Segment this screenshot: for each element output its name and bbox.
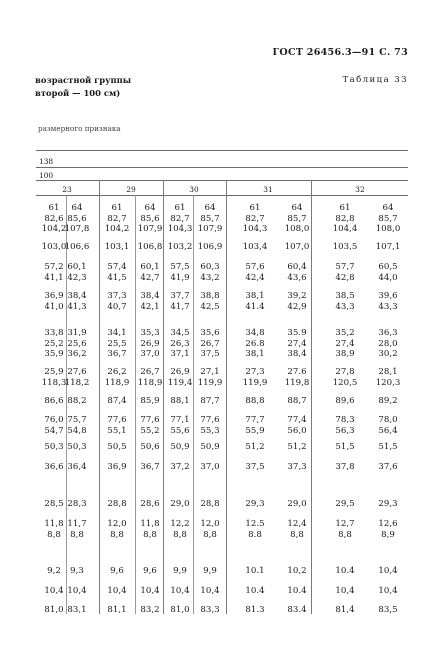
table-cell: 37,3 <box>287 462 307 472</box>
table-cell: 27,1 119,9 <box>197 367 223 388</box>
table-cell: 88,8 <box>245 396 265 406</box>
table-cell: 103,1 <box>104 242 130 252</box>
table-cell: 10,4 <box>200 586 220 596</box>
table-cell: 10.1 <box>245 566 265 576</box>
size-label-top: 138 <box>39 157 54 166</box>
table-cell: 12,0 8,8 <box>107 519 127 540</box>
table-cell: 61 82,7 104,2 <box>104 203 130 235</box>
table-cell: 29,3 <box>245 499 265 509</box>
table-cell: 50,6 <box>140 442 160 452</box>
group-header-31: 31 <box>263 185 273 194</box>
table-cell: 36,9 <box>107 462 127 472</box>
table-cell: 38,8 42,5 <box>200 291 220 312</box>
table-cell: 34,5 26,3 37,1 <box>170 328 190 360</box>
table-cell: 29,0 <box>287 499 307 509</box>
table-cell: 12,2 8,8 <box>170 519 190 540</box>
table-cell: 50,3 <box>67 442 87 452</box>
table-cell: 81,0 <box>44 605 64 615</box>
table-cell: 39,6 43,3 <box>378 291 398 312</box>
table-cell: 64 85,7 108,0 <box>375 203 401 235</box>
table-cell: 10,4 <box>378 586 398 596</box>
table-cell: 36,3 28,0 30,2 <box>378 328 398 360</box>
table-cell: 28,1 120,3 <box>375 367 401 388</box>
table-cell: 60,4 43,6 <box>287 262 307 283</box>
table-cell: 77,7 55,9 <box>245 415 265 436</box>
group-header-30: 30 <box>189 185 199 194</box>
table-cell: 35,6 26,7 37,5 <box>200 328 220 360</box>
table-cell: 87,7 <box>200 396 220 406</box>
table-cell: 106,8 <box>137 242 163 252</box>
table-cell: 28,3 <box>67 499 87 509</box>
table-cell: 83,3 <box>200 605 220 615</box>
table-cell: 61 82,8 104,4 <box>332 203 358 235</box>
table-label: Таблица 33 <box>342 75 408 85</box>
table-cell: 25,9 118,3 <box>41 367 67 388</box>
table-cell: 88,2 <box>67 396 87 406</box>
table-cell: 78,3 56,3 <box>335 415 355 436</box>
subtitle <box>35 74 131 100</box>
table-cell: 37,5 <box>245 462 265 472</box>
table-cell: 89,2 <box>378 396 398 406</box>
table-cell: 11,7 8,8 <box>67 519 87 540</box>
table-cell: 29,3 <box>378 499 398 509</box>
group-header-23: 23 <box>62 185 72 194</box>
table-cell: 37,0 <box>200 462 220 472</box>
table-cell: 28,8 <box>200 499 220 509</box>
table-cell: 9,2 <box>47 566 61 576</box>
table-cell: 12,6 8,9 <box>378 519 398 540</box>
table-cell: 10,4 <box>170 586 190 596</box>
table-cell: 34,8 26.8 38,1 <box>245 328 265 360</box>
table-cell: 12,7 8,8 <box>335 519 355 540</box>
table-cell: 36,7 <box>140 462 160 472</box>
table-cell: 77,1 55,6 <box>170 415 190 436</box>
table-cell: 107,0 <box>284 242 310 252</box>
table-cell: 107,1 <box>375 242 401 252</box>
table-cell: 86,6 <box>44 396 64 406</box>
table-cell: 57,7 42,8 <box>335 262 355 283</box>
table-cell: 10,4 <box>107 586 127 596</box>
table-cell: 83,2 <box>140 605 160 615</box>
table-cell: 61 82,7 104,3 <box>242 203 268 235</box>
table-cell: 60,1 42,3 <box>67 262 87 283</box>
table-cell: 57,2 41,1 <box>44 262 64 283</box>
table-cell: 88,1 <box>170 396 190 406</box>
table-cell: 64 85,7 107,9 <box>197 203 223 235</box>
table-cell: 38,1 41.4 <box>245 291 265 312</box>
table-cell: 77,6 55,2 <box>140 415 160 436</box>
table-cell: 64 85,7 108,0 <box>284 203 310 235</box>
table-cell: 50,5 <box>107 442 127 452</box>
table-cell: 106,9 <box>197 242 223 252</box>
table-cell: 10,4 <box>335 586 355 596</box>
table-cell: 51,5 <box>335 442 355 452</box>
table-cell: 11,8 8,8 <box>140 519 160 540</box>
table-cell: 26,7 118,9 <box>137 367 163 388</box>
table-cell: 36,6 <box>44 462 64 472</box>
table-cell: 10.4 <box>287 586 307 596</box>
table-cell: 31,9 25,6 36,2 <box>67 328 87 360</box>
table-cell: 38,4 41,3 <box>67 291 87 312</box>
table-cell: 51,5 <box>378 442 398 452</box>
table-cell: 9,6 <box>143 566 157 576</box>
table-cell: 60,1 42,7 <box>140 262 160 283</box>
table-cell: 64 85,6 107,9 <box>137 203 163 235</box>
table-cell: 10.4 <box>335 566 355 576</box>
table-cell: 10,4 <box>67 586 87 596</box>
table-cell: 35,3 26,9 37,0 <box>140 328 160 360</box>
group-header-29: 29 <box>126 185 136 194</box>
table-cell: 12,0 8,8 <box>200 519 220 540</box>
table-cell: 81.3 <box>245 605 265 615</box>
table-cell: 103,0 <box>41 242 67 252</box>
table-cell: 37,8 <box>335 462 355 472</box>
table-cell: 77,6 55,1 <box>107 415 127 436</box>
table-cell: 88,7 <box>287 396 307 406</box>
table-cell: 29,5 <box>335 499 355 509</box>
table-cell: 61 82,7 104,3 <box>167 203 193 235</box>
table-cell: 89,6 <box>335 396 355 406</box>
table-cell: 27,6 118,2 <box>64 367 90 388</box>
table-cell: 60,3 43,2 <box>200 262 220 283</box>
table-cell: 38,5 43,3 <box>335 291 355 312</box>
table-cell: 51,2 <box>287 442 307 452</box>
table-cell: 61 82,6 104,2 <box>41 203 67 235</box>
table-cell: 35.9 27,4 38,4 <box>287 328 307 360</box>
table-cell: 27.6 119,8 <box>284 367 310 388</box>
group-header-32: 32 <box>355 185 365 194</box>
table-cell: 50,9 <box>200 442 220 452</box>
table-cell: 11,8 8,8 <box>44 519 64 540</box>
table-cell: 38,4 42,1 <box>140 291 160 312</box>
table-cell: 81,1 <box>107 605 127 615</box>
table-cell: 33,8 25,2 35,9 <box>44 328 64 360</box>
table-cell: 9,9 <box>173 566 187 576</box>
table-cell: 81,0 <box>170 605 190 615</box>
table-cell: 85,9 <box>140 396 160 406</box>
table-cell: 78,0 56,4 <box>378 415 398 436</box>
table-rule-top <box>36 150 408 151</box>
table-cell: 50,3 <box>44 442 64 452</box>
table-cell: 26,2 118,9 <box>104 367 130 388</box>
table-cell: 64 85,6 107,8 <box>64 203 90 235</box>
table-cell: 103,5 <box>332 242 358 252</box>
table-rule-header-bottom <box>36 195 408 196</box>
table-cell: 35,2 27,4 38,9 <box>335 328 355 360</box>
table-cell: 9,6 <box>110 566 124 576</box>
table-cell: 37,3 40,7 <box>107 291 127 312</box>
table-cell: 28,8 <box>107 499 127 509</box>
table-cell: 37,6 <box>378 462 398 472</box>
table-cell: 83,5 <box>378 605 398 615</box>
table-cell: 10,4 <box>44 586 64 596</box>
table-cell: 81,4 <box>335 605 355 615</box>
table-cell: 103,2 <box>167 242 193 252</box>
table-cell: 27,3 119,9 <box>242 367 268 388</box>
table-cell: 29,0 <box>170 499 190 509</box>
subtitle-line-1: возрастной группы <box>35 75 132 85</box>
table-cell: 75,7 54,8 <box>67 415 87 436</box>
standard-header: ГОСТ 26456.3—91 С. 73 <box>272 47 408 58</box>
table-cell: 9,9 <box>203 566 217 576</box>
feature-label: размерного признака <box>38 124 121 133</box>
table-cell: 83.4 <box>287 605 307 615</box>
table-cell: 37,2 <box>170 462 190 472</box>
table-rule-3 <box>36 180 408 181</box>
size-label-second: 100 <box>39 171 54 180</box>
table-cell: 10.4 <box>245 586 265 596</box>
table-cell: 77,4 56,0 <box>287 415 307 436</box>
table-cell: 39,2 42,9 <box>287 291 307 312</box>
table-cell: 27,8 120,5 <box>332 367 358 388</box>
table-cell: 26,9 119,4 <box>167 367 193 388</box>
table-cell: 34,1 25,5 36,7 <box>107 328 127 360</box>
table-cell: 36,4 <box>67 462 87 472</box>
table-cell: 50,9 <box>170 442 190 452</box>
table-cell: 10,4 <box>140 586 160 596</box>
table-cell: 28,6 <box>140 499 160 509</box>
table-cell: 12,4 8,8 <box>287 519 307 540</box>
table-cell: 10,4 <box>378 566 398 576</box>
table-cell: 87,4 <box>107 396 127 406</box>
table-cell: 12.5 8.8 <box>245 519 265 540</box>
table-cell: 77,6 55,3 <box>200 415 220 436</box>
table-cell: 83,1 <box>67 605 87 615</box>
table-cell: 60,5 44,0 <box>378 262 398 283</box>
table-cell: 57,4 41,5 <box>107 262 127 283</box>
table-cell: 36,9 41,0 <box>44 291 64 312</box>
table-cell: 106,6 <box>64 242 90 252</box>
table-cell: 57,6 42,4 <box>245 262 265 283</box>
table-rule-2 <box>36 167 408 168</box>
table-cell: 57,5 41,9 <box>170 262 190 283</box>
table-cell: 28,5 <box>44 499 64 509</box>
table-cell: 103,4 <box>242 242 268 252</box>
table-cell: 10,2 <box>287 566 307 576</box>
table-cell: 51,2 <box>245 442 265 452</box>
subtitle-line-2: второй — 100 см) <box>35 88 121 98</box>
table-cell: 37,7 41,7 <box>170 291 190 312</box>
table-cell: 76,0 54,7 <box>44 415 64 436</box>
table-cell: 9,3 <box>70 566 84 576</box>
